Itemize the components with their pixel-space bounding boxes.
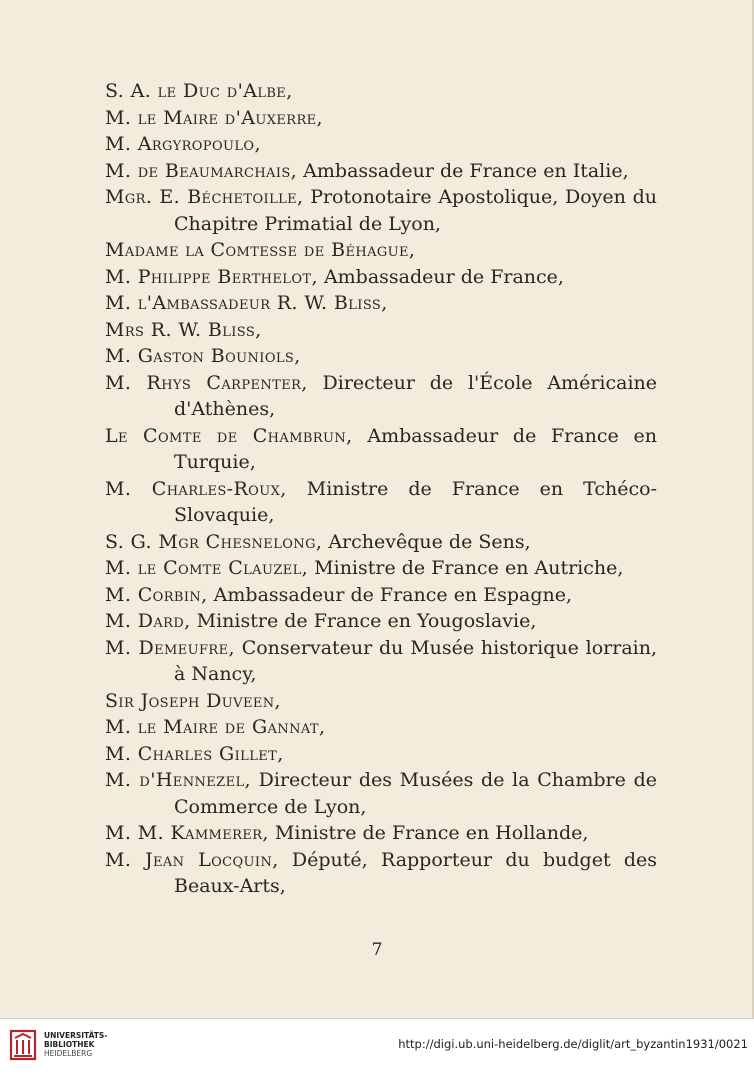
entry-name: M. M. Kammerer, [105, 822, 269, 844]
list-entry [105, 131, 657, 158]
entry-description: Ambassadeur de France en Espagne, [207, 583, 573, 606]
entry-name: M. Charles Gillet, [105, 742, 284, 765]
entry-name: M. d'Hennezel, [105, 769, 251, 791]
entry-description: Directeur de l'École Américaine d'Athènes, [174, 371, 657, 420]
entry-description: Ambassadeur de France en Turquie, [174, 424, 657, 473]
list-entry [105, 423, 657, 476]
entry-name: M. le Comte Clauzel, [105, 557, 309, 579]
entry-name: Le Comte de Chambrun, [105, 424, 353, 447]
list-entry [105, 767, 657, 820]
entry-name: S. A. le Duc d'Albe, [105, 80, 293, 102]
entry-name: M. Corbin, [105, 583, 208, 606]
list-entry [105, 582, 657, 609]
entry-description: Député, Rapporteur du budget des Beaux-Arts, [174, 848, 657, 897]
entry-name: M. Rhys Carpenter, [105, 371, 308, 394]
library-name-line3: HEIDELBERG [44, 1049, 93, 1058]
list-entry [105, 343, 657, 370]
list-entry [105, 264, 657, 291]
entry-name: M. le Maire d'Auxerre, [105, 106, 323, 129]
library-name [44, 1031, 107, 1058]
list-entry [105, 555, 657, 582]
list-entry [105, 78, 657, 105]
entry-name: M. Charles-Roux, [105, 477, 287, 500]
entry-description: Ministre de France en Tchéco-Slovaquie, [174, 477, 657, 526]
list-entry [105, 847, 657, 900]
source-url[interactable]: http://digi.ub.uni-heidelberg.de/diglit/art_byzantin1931/0021 [398, 1037, 748, 1051]
entry-description: Protonotaire Apostolique, Doyen du Chapitre Primatial de Lyon, [174, 186, 658, 235]
entry-name: Mrs R. W. Bliss, [105, 318, 262, 341]
list-entry [105, 529, 657, 556]
entry-name: Madame la Comtesse de Béhague, [105, 239, 416, 261]
entry-description: Ambassadeur de France, [317, 265, 564, 288]
entry-name: M. Argyropoulo, [105, 133, 261, 155]
list-entry [105, 237, 657, 264]
entry-description: Archevêque de Sens, [322, 530, 531, 553]
entry-description: Ministre de France en Yougoslavie, [190, 610, 537, 632]
entry-name: Sir Joseph Duveen, [105, 689, 281, 712]
entry-name: M. l'Ambassadeur R. W. Bliss, [105, 292, 388, 314]
entry-name: S. G. Mgr Chesnelong, [105, 530, 323, 553]
list-entry [105, 820, 657, 847]
library-name-line1: UNIVERSITÄTS- [44, 1031, 108, 1040]
entry-name: M. Gaston Bouniols, [105, 345, 301, 367]
list-entry [105, 158, 657, 185]
entry-description: Directeur des Musées de la Chambre de Commerce de Lyon, [174, 769, 657, 818]
entry-name: M. Demeufre, [105, 636, 235, 659]
list-entry [105, 184, 657, 237]
entry-description: Ministre de France en Autriche, [308, 557, 624, 579]
footer-bar [0, 1018, 754, 1074]
attendee-list [105, 78, 657, 900]
list-entry [105, 608, 657, 635]
library-logo-icon [8, 1029, 38, 1061]
list-entry [105, 105, 657, 132]
entry-name: M. le Maire de Gannat, [105, 716, 326, 738]
list-entry [105, 714, 657, 741]
entry-name: M. Dard, [105, 610, 191, 632]
entry-description: Ambassadeur de France en Italie, [297, 159, 629, 182]
list-entry [105, 317, 657, 344]
list-entry [105, 688, 657, 715]
page-number: 7 [371, 940, 383, 960]
entry-name: M. de Beaumarchais, [105, 159, 298, 182]
list-entry [105, 370, 657, 423]
entry-name: M. Philippe Berthelot, [105, 265, 318, 288]
list-entry [105, 290, 657, 317]
list-entry [105, 476, 657, 529]
entry-name: M. Jean Locquin, [105, 848, 279, 871]
entry-description: Conservateur du Musée historique lorrain, à Nancy, [174, 636, 657, 685]
entry-name: Mgr. E. Béchetoille, [105, 186, 304, 208]
entry-description: Ministre de France en Hollande, [268, 822, 589, 844]
list-entry [105, 741, 657, 768]
list-entry [105, 635, 657, 688]
library-name-line2: BIBLIOTHEK [44, 1040, 95, 1049]
